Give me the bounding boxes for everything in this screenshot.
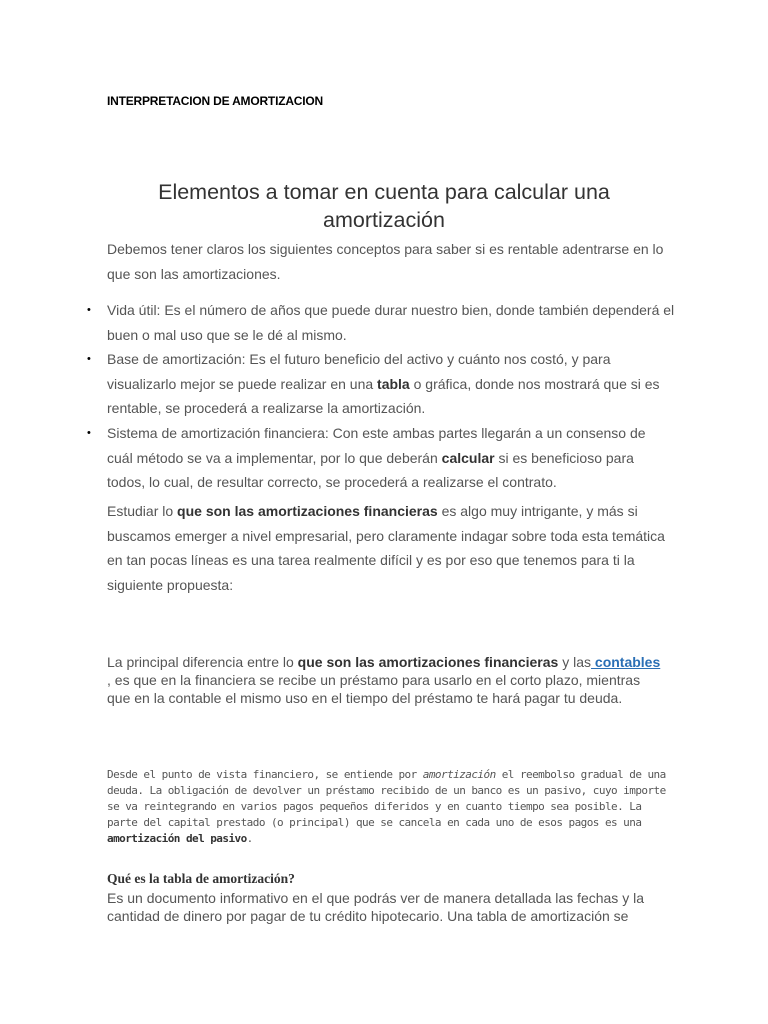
principal-text: y las: [558, 654, 592, 670]
tabla-heading: Qué es la tabla de amortización?: [107, 871, 295, 886]
principal-difference-paragraph: [107, 653, 667, 707]
study-paragraph: [107, 499, 667, 597]
document-title: INTERPRETACION DE AMORTIZACION: [107, 94, 323, 108]
bold-term-tabla: tabla: [377, 375, 410, 392]
list-item-base-amortizacion: [87, 347, 675, 421]
intro-paragraph: Debemos tener claros los siguientes conceptos para saber si es rentable adentrarse en lo que son las amortizaciones.: [107, 241, 664, 282]
financial-text: .: [246, 832, 253, 846]
list-item-sistema-amortizacion: [87, 421, 675, 495]
financial-text: Desde el punto de vista financiero, se entiende por: [107, 768, 423, 781]
tabla-paragraph: Es un documento informativo en el que podrás ver de manera detallada las fechas y la cantidad de dinero por pagar de tu crédito hipotecario. Una tabla de amortización se: [107, 890, 644, 924]
financial-definition-paragraph: [107, 767, 667, 847]
list-item-text: Sistema de amortización financiera: Con este ambas partes llegarán a un consenso de cuál método se va a implementar, por lo que deberán: [107, 424, 646, 466]
study-text: Estudiar lo: [107, 503, 178, 519]
financial-text: el reembolso gradual de una deuda. La obligación de devolver un préstamo recibido de un banco es un pasivo, cuyo importe se va reintegrando en varios pagos pequeños diferidos y en cuanto tiempo sea posible. La parte del capital prestado (o principal) que se cancela en cada uno de esos pagos es una: [107, 768, 666, 830]
concepts-list: [87, 298, 675, 495]
principal-text: La principal diferencia entre lo: [107, 654, 298, 670]
principal-text: , es que en la financiera se recibe un préstamo para usarlo en el corto plazo, mientras que en la contable el mismo uso en el tiempo del préstamo te hará pagar tu deuda.: [107, 672, 641, 706]
list-item-text: si es beneficioso para todos, lo cual, de resultar correcto, se procederá a realizarse el contrato.: [107, 449, 634, 491]
bold-term: amortización del pasivo: [107, 832, 247, 846]
bold-term-calcular: calcular: [441, 449, 495, 466]
bold-phrase: que son las amortizaciones financieras: [177, 503, 438, 519]
section-heading: Elementos a tomar en cuenta para calcular una amortización: [158, 180, 610, 232]
bullet-icon: •: [87, 304, 91, 316]
bullet-icon: •: [87, 426, 91, 439]
list-item-text: Base de amortización: Es el futuro beneficio del activo y cuánto nos costó, y para visualizarlo mejor se puede realizar en una: [107, 351, 611, 392]
bold-phrase: que son las amortizaciones financieras: [297, 654, 559, 670]
list-item-text: o gráfica, donde nos mostrará que si es rentable, se procederá a realizarse la amortización.: [107, 375, 660, 417]
bullet-icon: •: [87, 353, 91, 366]
contables-link[interactable]: contables: [591, 654, 661, 670]
list-item-text: Vida útil: Es el número de años que puede durar nuestro bien, donde también dependerá el buen o mal uso que se le dé al mismo.: [107, 302, 675, 343]
study-text: es algo muy intrigante, y más si buscamos emerger a nivel empresarial, pero claramente indagar sobre toda esta temática en tan pocas líneas es una tarea realmente difícil y es por eso que tenemos para ti la siguiente propuesta:: [107, 503, 665, 593]
list-item-vida-util: [87, 298, 675, 347]
italic-term: amortización: [422, 768, 496, 781]
